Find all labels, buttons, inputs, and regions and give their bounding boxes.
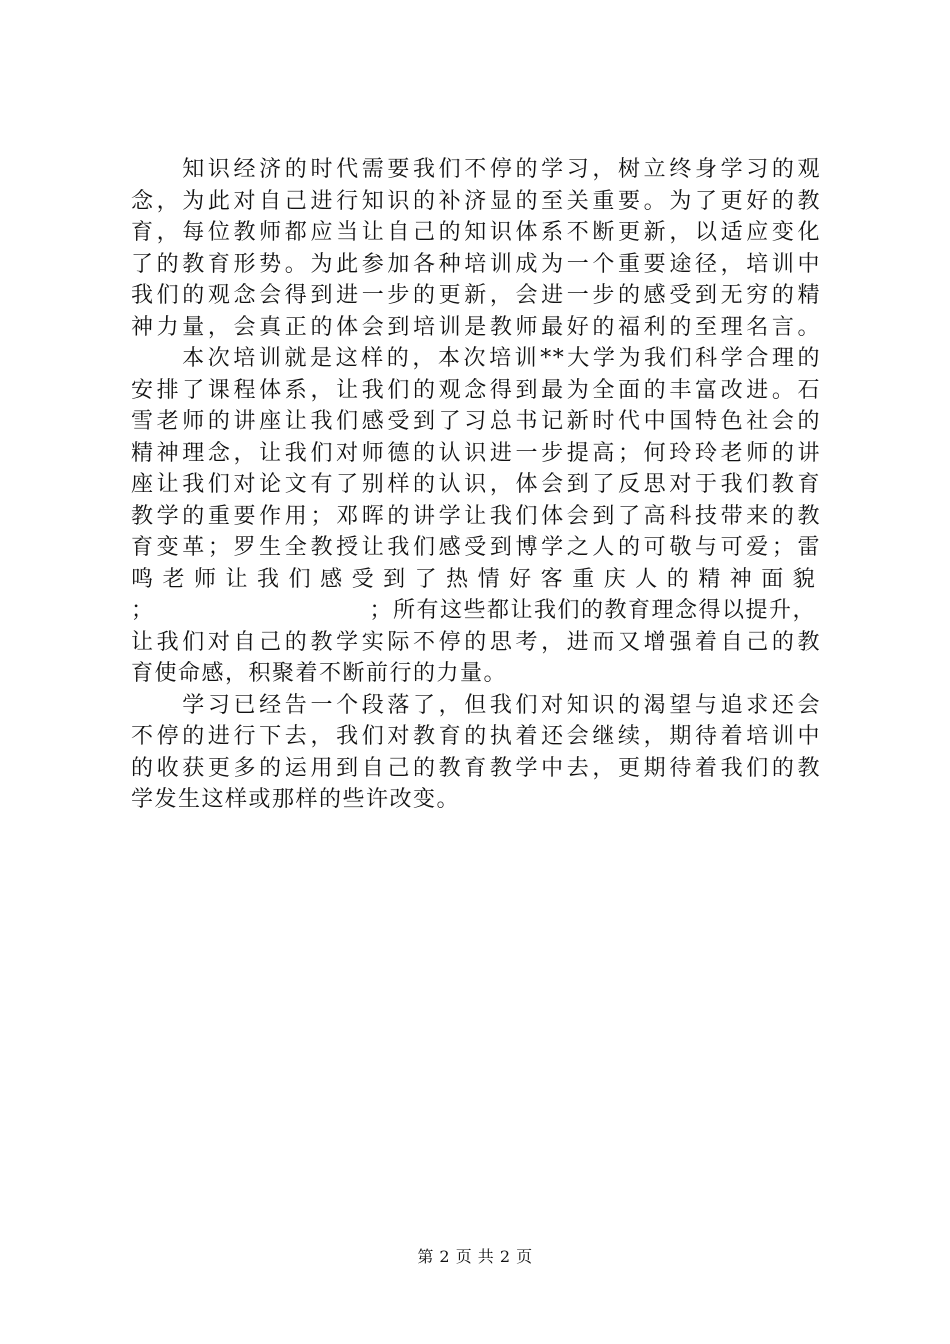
text-line: 育，每位教师都应当让自己的知识体系不断更新，以适应变化 bbox=[131, 220, 821, 245]
text-line: 雪老师的讲座让我们感受到了习总书记新时代中国特色社会的 bbox=[131, 409, 821, 434]
page-footer bbox=[0, 1244, 950, 1267]
text-line: 让我们对自己的教学实际不停的思考，进而又增强着自己的教 bbox=[131, 629, 821, 655]
body-text bbox=[131, 154, 821, 816]
text-line: 本次培训就是这样的，本次培训**大学为我们科学合理的 bbox=[131, 346, 821, 371]
text-line: 不停的进行下去，我们对教育的执着还会继续，期待着培训中 bbox=[131, 724, 821, 749]
page-number-label: 第 2 页 共 2 页 bbox=[417, 1247, 533, 1266]
line-start-punctuation: ； bbox=[131, 598, 155, 623]
text-line: 座让我们对论文有了别样的认识，体会到了反思对于我们教育 bbox=[131, 472, 821, 497]
text-line: 育使命感，积聚着不断前行的力量。 bbox=[131, 661, 508, 686]
text-line: 神力量，会真正的体会到培训是教师最好的福利的至理名言。 bbox=[131, 314, 821, 340]
text-line: 知识经济的时代需要我们不停的学习，树立终身学习的观 bbox=[131, 157, 821, 182]
text-line: 安排了课程体系，让我们的观念得到最为全面的丰富改进。石 bbox=[131, 377, 821, 403]
text-line: 学习已经告一个段落了，但我们对知识的渴望与追求还会 bbox=[131, 692, 821, 718]
text-line: 的收获更多的运用到自己的教育教学中去，更期待着我们的教 bbox=[131, 755, 821, 781]
text-line bbox=[131, 595, 821, 627]
text-line: 学发生这样或那样的些许改变。 bbox=[131, 787, 461, 812]
text-line: 育变革；罗生全教授让我们感受到博学之人的可敬与可爱；雷 bbox=[131, 535, 821, 560]
text-line: 教学的重要作用；邓晖的讲学让我们体会到了高科技带来的教 bbox=[131, 503, 821, 529]
line-end-text: ；所有这些都让我们的教育理念得以提升， bbox=[369, 598, 817, 623]
text-line: 鸣老师让我们感受到了热情好客重庆人的精神面貌 bbox=[131, 566, 821, 592]
text-line: 精神理念，让我们对师德的认识进一步提高；何玲玲老师的讲 bbox=[131, 440, 821, 466]
text-line: 我们的观念会得到进一步的更新，会进一步的感受到无穷的精 bbox=[131, 283, 821, 308]
text-line: 念，为此对自己进行知识的补济显的至关重要。为了更好的教 bbox=[131, 188, 821, 214]
text-line: 了的教育形势。为此参加各种培训成为一个重要途径，培训中 bbox=[131, 251, 821, 277]
